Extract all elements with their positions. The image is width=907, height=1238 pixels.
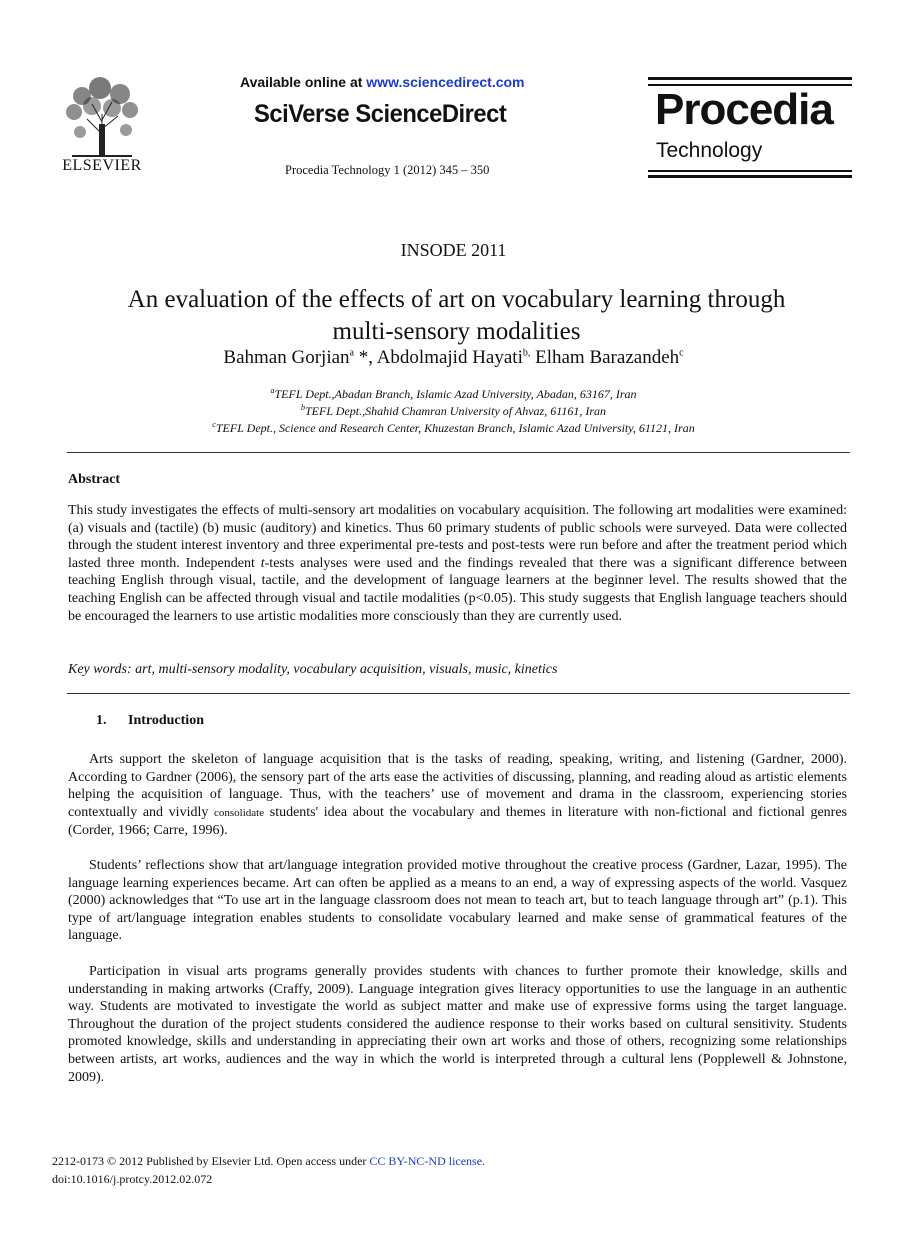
license-link[interactable]: CC BY-NC-ND license. — [369, 1154, 486, 1168]
copyright-line — [52, 1154, 485, 1169]
affiliation-text: TEFL Dept.,Abadan Branch, Islamic Azad University, Abadan, 63167, Iran — [274, 387, 637, 401]
author-mark: a — [349, 347, 354, 359]
author-name: Abdolmajid Hayati — [376, 347, 523, 368]
abstract-text — [68, 502, 847, 625]
author-mark: b, — [522, 347, 531, 359]
title-line-2: multi-sensory modalities — [332, 318, 581, 345]
divider — [67, 693, 850, 694]
author-name: Bahman Gorjian — [223, 347, 350, 368]
procedia-logo: Procedia — [655, 85, 833, 134]
issn-copyright: 2212-0173 © 2012 Published by Elsevier Ltd. Open access under — [52, 1154, 370, 1168]
paragraph-small-text: consolidate — [214, 806, 265, 819]
available-prefix: Available online at — [240, 74, 367, 90]
procedia-rule-bottom-thick — [648, 175, 852, 178]
title-line-1: An evaluation of the effects of art on vocabulary learning through — [127, 286, 786, 313]
affiliation-text: TEFL Dept.,Shahid Chamran University of Ahvaz, 61161, Iran — [305, 404, 606, 418]
section-heading-introduction — [96, 713, 204, 729]
section-title: Introduction — [128, 713, 204, 728]
intro-paragraph-2: Students’ reflections show that art/language integration provided motive throughout the creative process (Gardner, Lazar, 1995). The language learning experiences became. Art can often be applied as a means to an end, a way of expressing aspects of the world. Vasquez (2000) acknowledges that “To use art in the language classroom does not mean to teach art, but to teach language through art” (p.1). This type of art/language integration enables students to consolidate vocabulary learned and make sense of grammatical features of the language. — [68, 858, 847, 944]
procedia-rule-top-thick — [648, 77, 852, 80]
journal-reference: Procedia Technology 1 (2012) 345 – 350 — [285, 163, 490, 177]
author-mark: c — [679, 347, 684, 359]
procedia-rule-bottom-thin — [648, 170, 852, 172]
abstract-t-italic: t — [260, 555, 265, 571]
abstract-text-part: This study investigates the effects of multi-sensory art modalities on vocabulary acquisition. The following art modalities were examined: (a) visuals and (tactile) (b) music (auditory) and kinetics. Thus 60 primary students of public schools were surveyed. Data were collected through the student interest inventory and three experimental pre-tests and post-tests were run before and after the treatment period which lasted three month. Independent — [68, 503, 847, 571]
affiliation-mark: b — [301, 403, 305, 412]
paragraph-text: students' idea about the vocabulary and themes in literature with non-fictional and fictional genres (Corder, 1966; Carre, 1996). — [68, 804, 848, 839]
keywords: Key words: art, multi-sensory modality, vocabulary acquisition, visuals, music, kinetics — [68, 662, 558, 677]
abstract-text-part: -tests analyses were used and the findings revealed that there was a significant difference between teaching English through visual, tactile, and the development of language learners at the beginner level. The results showed that the teaching English can be affected through visual and tactile modalities (p<0.05). This study suggests that English language teachers should be encouraged the learners to use artistic modalities more consciously than they are currently used. — [68, 555, 847, 624]
conference-name: INSODE 2011 — [400, 240, 507, 260]
affiliation — [0, 403, 907, 419]
available-online — [240, 74, 525, 90]
author-list — [0, 347, 907, 369]
paper-title — [60, 284, 853, 348]
affiliation-text: TEFL Dept., Science and Research Center, Khuzestan Branch, Islamic Azad University, 61121, Iran — [215, 421, 695, 435]
sciencedirect-link[interactable]: www.sciencedirect.com — [366, 74, 525, 90]
procedia-subtitle: Technology — [656, 139, 763, 162]
affiliation — [0, 386, 907, 402]
affiliation-mark: c — [212, 420, 216, 429]
divider — [67, 452, 850, 453]
tree-icon — [52, 74, 152, 158]
sciverse-logo: SciVerse ScienceDirect — [254, 100, 507, 128]
doi: doi:10.1016/j.protcy.2012.02.072 — [52, 1172, 213, 1186]
paragraph-text: Arts support the skeleton of language acquisition that is the tasks of reading, speaking, writing, and listening (Gardner, 2000). According to Gardner (2006), the sensory part of the arts ease the activities of discussing, planning, and reading aloud as artistic elements helping the acquisition of language. Thus, with the teachers’ use of movement and drama in the classroom, experiencing stories contextually and vividly — [68, 752, 847, 820]
intro-paragraph-3: Participation in visual arts programs generally provides students with chances to further promote their knowledge, skills and understanding in making artworks (Craffy, 2009). Language integration gives literacy opportunities to use the language in an authentic way. Students are motivated to investigate the world as subject matter and make use of expressive forms using the target language. Throughout the duration of the project students considered the audience response to their works based on cultural sensitivity. Students promoted knowledge, skills and understanding in appreciating their own art works and those of others, recognizing some relationships between artists, art works, audiences and the way in which the world is interpreted through a cultural lens (Popplewell & Johnstone, 2009). — [68, 964, 847, 1085]
affiliation — [0, 420, 907, 436]
section-number: 1. — [96, 713, 107, 728]
abstract-heading: Abstract — [68, 472, 121, 487]
elsevier-wordmark: ELSEVIER — [62, 157, 142, 174]
author-name: Elham Barazandeh — [535, 347, 680, 368]
affiliation-mark: a — [270, 386, 275, 395]
author-separator: *, — [353, 347, 377, 368]
intro-paragraph-1 — [68, 751, 847, 840]
